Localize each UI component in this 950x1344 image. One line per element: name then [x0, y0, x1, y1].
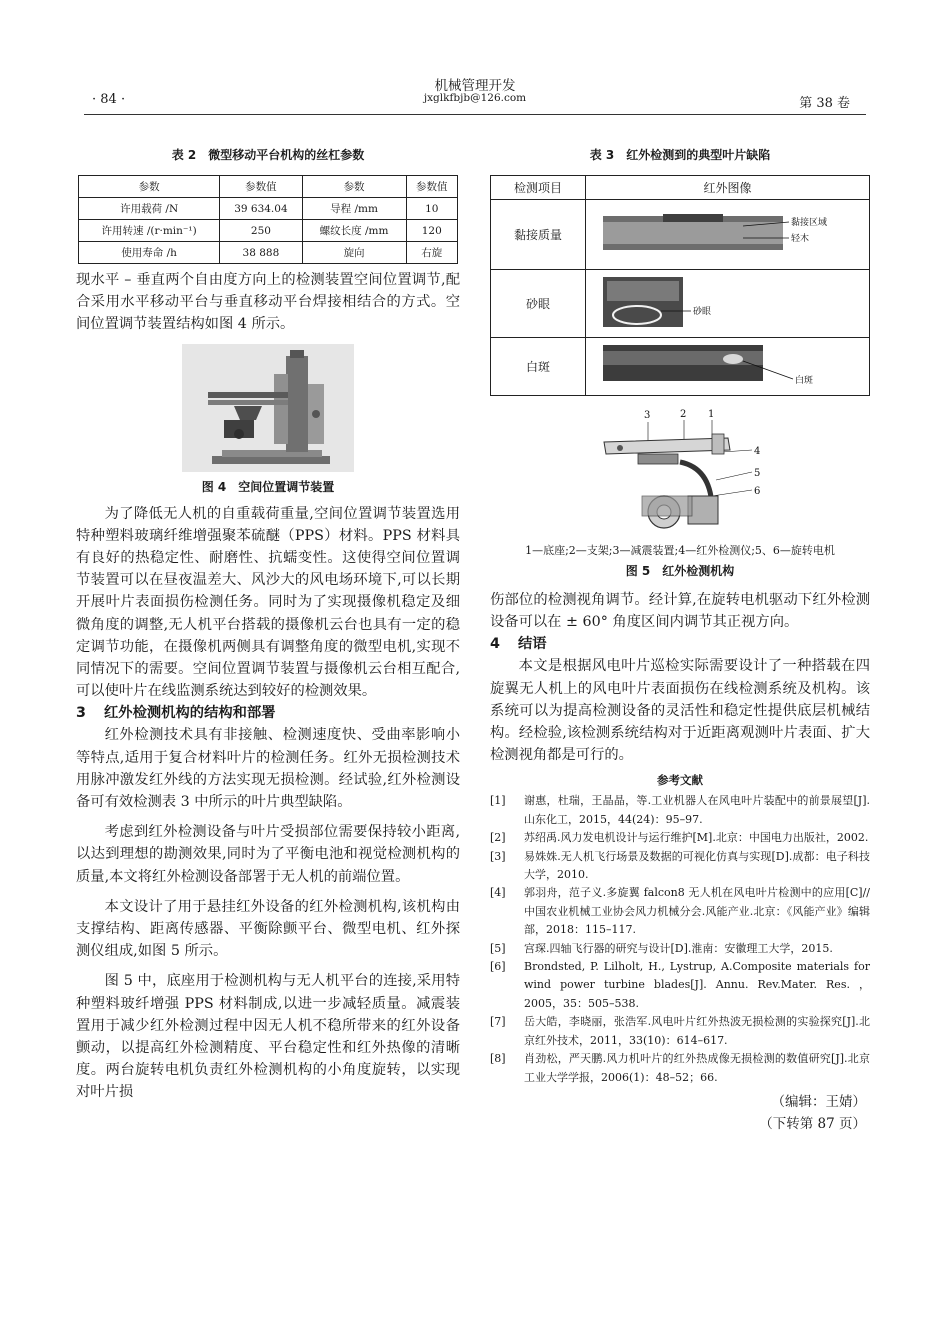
- right-column: [490, 140, 870, 1135]
- part-number-4: 4: [754, 446, 761, 457]
- section-heading: [490, 633, 870, 655]
- section-title: 结语: [518, 636, 547, 653]
- reference-item: [490, 1013, 870, 1050]
- infrared-mechanism-drawing: [580, 406, 780, 536]
- volume-label: 第 38 卷: [799, 96, 850, 111]
- part-number-6: 6: [754, 486, 761, 497]
- paragraph: 本文设计了用于悬挂红外设备的红外检测机构,该机构由支撑结构、距离传感器、平衡除颤平台、微型电机、红外探测仪组成,如图 5 所示。: [76, 898, 460, 960]
- reference-number: [6]: [490, 960, 506, 974]
- reference-text: 宫琛.四轴飞行器的研究与设计[D].淮南：安徽理工大学，2015.: [524, 941, 833, 955]
- ir-image-cell: [586, 338, 870, 396]
- references-title: 参考文献: [657, 773, 703, 788]
- table-cell: 许用转速 /(r·min⁻¹): [79, 220, 220, 242]
- table-header-cell: 检测项目: [491, 176, 586, 200]
- reference-number: [1]: [490, 794, 506, 808]
- table-row: [491, 200, 870, 270]
- sand-hole-ir-image: [593, 273, 863, 331]
- table-cell: 白斑: [491, 338, 586, 396]
- reference-text: 易姝姝.无人机飞行场景及数据的可视化仿真与实现[D].成都：电子科技大学，2010.: [524, 849, 870, 882]
- bonding-area-label: 黏接区域: [790, 218, 827, 228]
- table-row: [79, 220, 458, 242]
- balsa-label: 轻木: [790, 234, 809, 244]
- table3: [490, 175, 870, 396]
- white-spot-ir-image: [593, 341, 863, 389]
- ir-image-cell: [586, 200, 870, 270]
- white-spot-label: 白斑: [794, 376, 813, 386]
- table-header-row: [491, 176, 870, 200]
- reference-number: [3]: [490, 849, 506, 863]
- journal-email: jxglkfbjb@126.com: [423, 92, 527, 104]
- table-cell: 250: [220, 220, 302, 242]
- reference-item: [490, 829, 870, 847]
- table-cell: 38 888: [220, 242, 302, 264]
- left-column: [76, 140, 460, 1104]
- reference-item: [490, 940, 870, 958]
- table-row: [79, 198, 458, 220]
- paragraph: 伤部位的检测视角调节。经计算,在旋转电机驱动下红外检测设备可以在 ± 60° 角度区间内调节其正视方向。: [490, 592, 870, 631]
- reference-number: [8]: [490, 1052, 506, 1066]
- section-title: 红外检测机构的结构和部署: [104, 705, 276, 722]
- table-header-cell: 参数值: [406, 176, 457, 198]
- editor-note: （编辑：王婧）: [771, 1093, 866, 1110]
- paragraph: 红外检测技术具有非接触、检测速度快、受曲率影响小等特点,适用于复合材料叶片的检测任务。红外无损检测技术用脉冲激发红外线的方法实现无损检测。经试验,红外检测设备可有效检测表 3 中所示的叶片典型缺陷。: [76, 727, 460, 811]
- table-cell: 10: [406, 198, 457, 220]
- table-cell: 黏接质量: [491, 200, 586, 270]
- part-number-1: 1: [708, 409, 715, 420]
- table-cell: 砂眼: [491, 270, 586, 338]
- table-cell: 许用载荷 /N: [79, 198, 220, 220]
- reference-text: 岳大皓，李晓丽，张浩军.风电叶片红外热波无损检测的实验探究[J].北京红外技术，2011，33(10)：614–617.: [524, 1015, 870, 1047]
- continued-note: （下转第 87 页）: [759, 1115, 866, 1132]
- figure5-legend: 1—底座;2—支架;3—减震装置;4—红外检测仪;5、6—旋转电机: [525, 544, 835, 557]
- table-header-row: [79, 176, 458, 198]
- reference-item: [490, 792, 870, 829]
- table-cell: 120: [406, 220, 457, 242]
- page-number: · 84 ·: [92, 92, 126, 107]
- figure5-caption: 图 5 红外检测机构: [625, 564, 735, 578]
- section-number: 3: [76, 705, 86, 722]
- table3-caption: 表 3 红外检测到的典型叶片缺陷: [589, 148, 771, 162]
- reference-item: [490, 958, 870, 1013]
- table-cell: 螺纹长度 /mm: [302, 220, 406, 242]
- table2: [78, 175, 458, 264]
- table-row: [79, 242, 458, 264]
- paragraph: 本文是根据风电叶片巡检实际需要设计了一种搭载在四旋翼无人机上的风电叶片表面损伤在线检测系统及机构。该系统可以为提高检测设备的灵活性和稳定性提供底层机械结构。经检验,该检测系统结构对于近距离观测叶片表面、扩大检测视角都是可行的。: [490, 658, 870, 764]
- table-row: [491, 270, 870, 338]
- table-header-cell: 红外图像: [586, 176, 870, 200]
- paragraph: 现水平 – 垂直两个自由度方向上的检测装置空间位置调节,配合采用水平移动平台与垂直移动平台焊接相结合的方式。空间位置调节装置结构如图 4 所示。: [76, 272, 460, 333]
- reference-number: [4]: [490, 886, 506, 900]
- table-header-cell: 参数: [79, 176, 220, 198]
- reference-number: [7]: [490, 1015, 506, 1029]
- table-row: [491, 338, 870, 396]
- table-cell: 旋向: [302, 242, 406, 264]
- part-number-5: 5: [754, 468, 761, 479]
- reference-item: [490, 884, 870, 939]
- positioning-device-drawing: [182, 344, 354, 472]
- reference-text: 谢惠，杜瑞，王晶晶，等.工业机器人在风电叶片装配中的前景展望[J].山东化工，2015，44(24)：95–97.: [524, 794, 870, 826]
- table-cell: 导程 /mm: [302, 198, 406, 220]
- section-number: 4: [490, 636, 500, 653]
- paragraph: 为了降低无人机的自重载荷重量,空间位置调节装置选用特种塑料玻璃纤维增强聚苯硫醚（PPS）材料。PPS 材料具有良好的热稳定性、耐磨性、抗蠕变性。这使得空间位置调节装置可以在昼夜温差大、风沙大的风电场环境下,可以长期开展叶片表面损伤检测任务。同时为了实现摄像机稳定及细微角度的调整,无人机平台搭载的摄像机云台也具有一定的稳定调节功能，在摄像机两侧具有调整角度的微型电机,实现不同情况下的需要。空间位置调节装置与摄像机云台相互配合,可以使叶片在线监测系统达到较好的检测效果。: [76, 505, 460, 700]
- figure4-caption: 图 4 空间位置调节装置: [201, 479, 335, 494]
- reference-item: [490, 848, 870, 885]
- paragraph: 考虑到红外检测设备与叶片受损部位需要保持较小距离,以达到理想的勘测效果,同时为了平衡电池和视觉检测机构的质量,本文将红外检测设备部署于无人机的前端位置。: [76, 824, 460, 885]
- table-header-cell: 参数值: [220, 176, 302, 198]
- table-cell: 39 634.04: [220, 198, 302, 220]
- table-cell: 使用寿命 /h: [79, 242, 220, 264]
- journal-title: 机械管理开发: [434, 78, 516, 94]
- ir-image-cell: [586, 270, 870, 338]
- reference-text: 苏绍禹.风力发电机设计与运行维护[M].北京：中国电力出版社，2002.: [524, 831, 869, 845]
- reference-item: [490, 1050, 870, 1087]
- table2-caption: 表 2 微型移动平台机构的丝杠参数: [171, 148, 365, 162]
- figure5-drawing: [580, 406, 780, 536]
- part-number-3: 3: [644, 410, 651, 421]
- part-number-2: 2: [680, 409, 687, 420]
- figure4-image: [182, 344, 354, 472]
- sand-hole-label: 砂眼: [692, 307, 711, 317]
- paragraph: 图 5 中，底座用于检测机构与无人机平台的连接,采用特种塑料玻纤增强 PPS 材料制成,以进一步减轻质量。减震装置用于减少红外检测过程中因无人机不稳所带来的红外设备颤动，以提高红外检测精度、平台稳定性和红外热像的清晰度。两台旋转电机负责红外检测机构的小角度旋转，以实现对叶片损: [76, 973, 460, 1101]
- page-header: [84, 70, 866, 115]
- reference-number: [2]: [490, 831, 506, 845]
- table-header-cell: 参数: [302, 176, 406, 198]
- reference-text: 郭羽舟，范子义.多旋翼 falcon8 无人机在风电叶片检测中的应用[C]// 中国农业机械工业协会风力机械分会.风能产业.北京：《风能产业》编辑部，2018：115–117.: [524, 886, 870, 937]
- section-heading: [76, 702, 460, 724]
- reference-number: [5]: [490, 941, 506, 955]
- reference-text: Brondsted, P. Lilholt, H., Lystrup, A.Composite materials for wind power turbine blades[J]. Annu. Rev.Mater. Res. ，2005，35：505–538.: [524, 960, 870, 1010]
- reference-text: 肖劲松，严天鹏.风力机叶片的红外热成像无损检测的数值研究[J].北京工业大学学报，2006(1)：48–52；66.: [524, 1052, 870, 1084]
- bonding-ir-image: [593, 204, 863, 262]
- table-cell: 右旋: [406, 242, 457, 264]
